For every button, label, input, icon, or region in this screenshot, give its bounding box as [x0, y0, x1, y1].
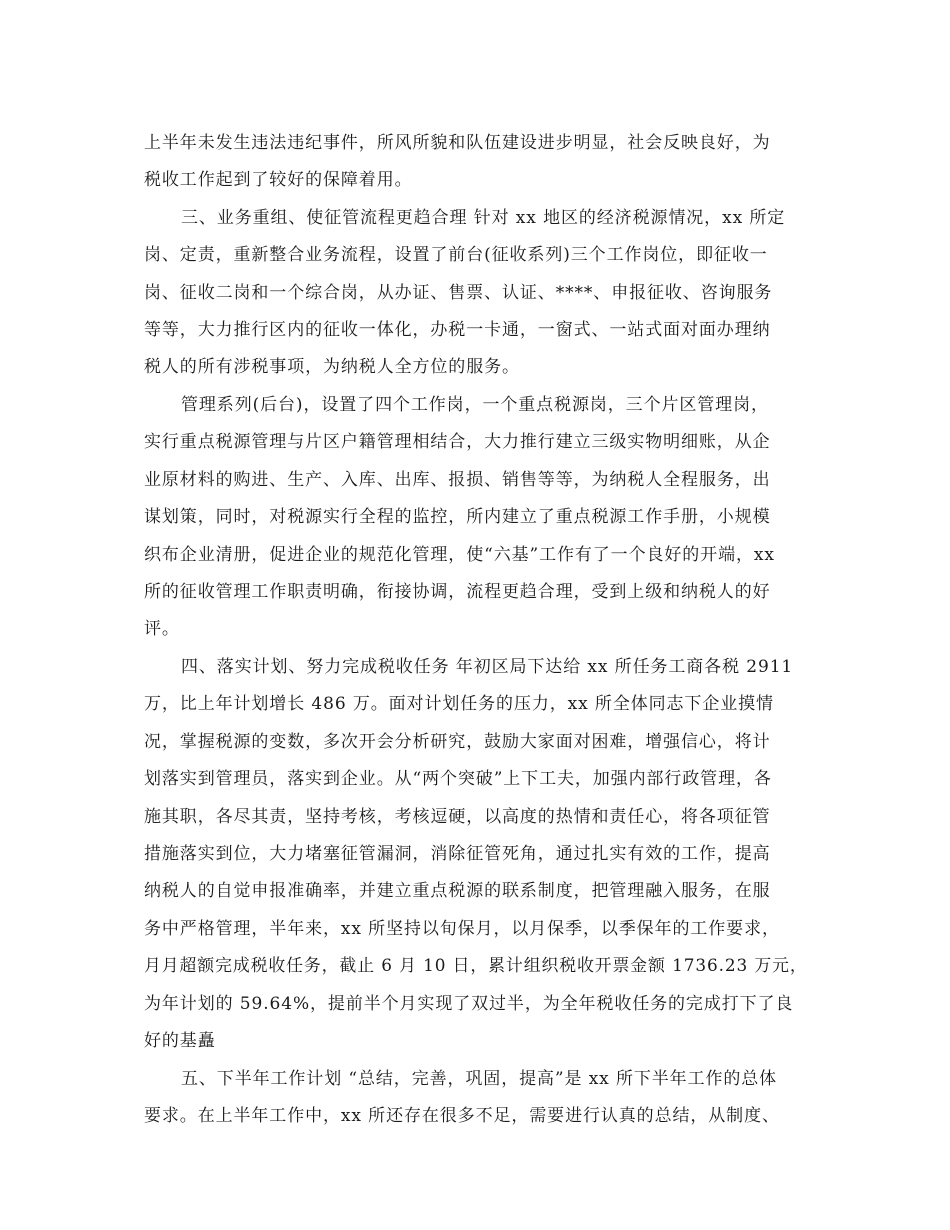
text-line: 措施落实到位，大力堵塞征管漏洞，消除征管死角，通过扎实有效的工作，提高: [144, 844, 771, 864]
text-line: 上半年未发生违法违纪事件，所风所貌和队伍建设进步明显，社会反映良好，为: [144, 133, 771, 153]
text-line: 评。: [144, 619, 180, 639]
text-line: 岗、定责，重新整合业务流程，设置了前台(征收系列)三个工作岗位，即征收一: [144, 245, 768, 265]
text-line: 好的基矗: [144, 1031, 216, 1051]
text-line: 所的征收管理工作职责明确，衔接协调，流程更趋合理，受到上级和纳税人的好: [144, 582, 771, 602]
text-line: 织布企业清册，促进企业的规范化管理，使“六基”工作有了一个良好的开端，xx: [144, 545, 775, 565]
section-heading-line: 四、落实计划、努力完成税收任务 年初区局下达给 xx 所任务工商各税 2911: [181, 657, 794, 677]
text-line: 税收工作起到了较好的保障着用。: [144, 170, 413, 190]
text-line: 业原材料的购进、生产、入库、出库、报损、销售等等，为纳税人全程服务，出: [144, 470, 771, 490]
text-line: 施其职，各尽其责，坚持考核，考核逗硬，以高度的热情和责任心，将各项征管: [144, 807, 771, 827]
text-line: 万，比上年计划增长 486 万。面对计划任务的压力，xx 所全体同志下企业摸情: [144, 694, 774, 714]
text-line: 纳税人的自觉申报准确率，并建立重点税源的联系制度，把管理融入服务，在服: [144, 881, 771, 901]
text-line: 税人的所有涉税事项，为纳税人全方位的服务。: [144, 357, 520, 377]
text-line: 务中严格管理，半年来，xx 所坚持以旬保月，以月保季，以季保年的工作要求，: [144, 919, 780, 939]
paragraph-first-line: 管理系列(后台)，设置了四个工作岗，一个重点税源岗，三个片区管理岗，: [181, 395, 769, 415]
section-heading-line: 五、下半年工作计划 “总结，完善，巩固，提高”是 xx 所下半年工作的总体: [181, 1069, 778, 1089]
text-line: 况，掌握税源的变数，多次开会分析研究，鼓励大家面对困难，增强信心，将计: [144, 732, 771, 752]
text-line: 划落实到管理员，落实到企业。从“两个突破”上下工夫，加强内部行政管理，各: [144, 769, 772, 789]
text-line: 要求。在上半年工作中，xx 所还存在很多不足，需要进行认真的总结，从制度、: [144, 1106, 780, 1126]
text-line: 月月超额完成税收任务，截止 6 月 10 日，累计组织税收开票金额 1736.23 万元，: [144, 956, 808, 976]
section-heading-line: 三、业务重组、使征管流程更趋合理 针对 xx 地区的经济税源情况，xx 所定: [181, 208, 786, 228]
text-line: 实行重点税源管理与片区户籍管理相结合，大力推行建立三级实物明细账，从企: [144, 432, 771, 452]
text-line: 谋划策，同时，对税源实行全程的监控，所内建立了重点税源工作手册，小规模: [144, 507, 771, 527]
text-line: 为年计划的 59.64%，提前半个月实现了双过半，为全年税收任务的完成打下了良: [144, 994, 794, 1014]
text-line: 等等，大力推行区内的征收一体化，办税一卡通，一窗式、一站式面对面办理纳: [144, 320, 771, 340]
text-line: 岗、征收二岗和一个综合岗，从办证、售票、认证、****、申报征收、咨询服务: [144, 283, 773, 303]
